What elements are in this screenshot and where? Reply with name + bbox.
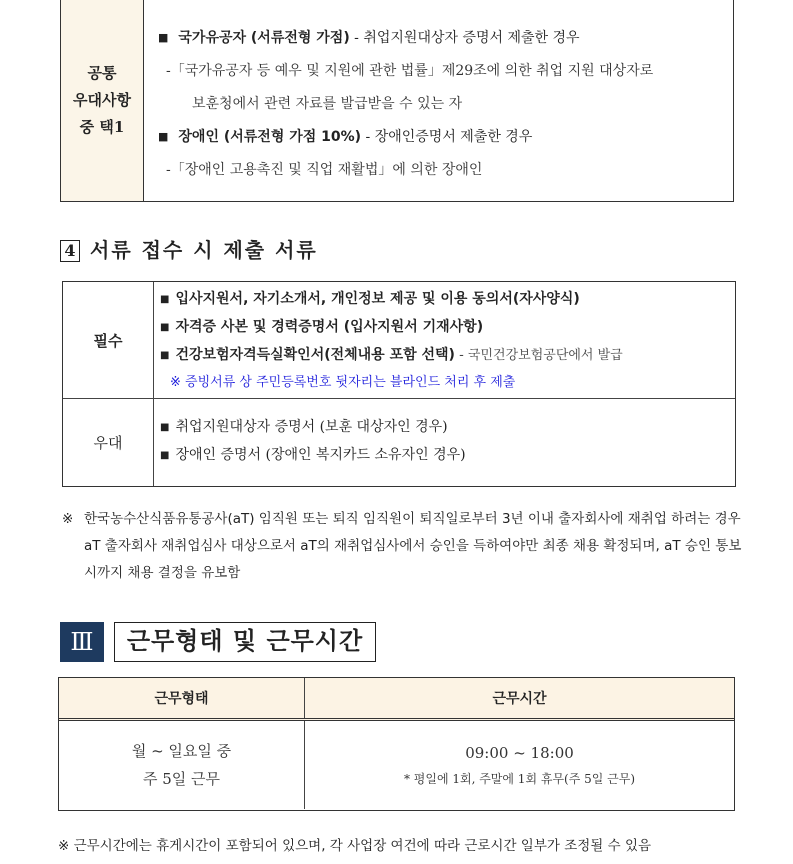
doc-item [160, 441, 735, 469]
reemployment-note-text: 한국농수산식품유통공사(aT) 임직원 또는 퇴직 임직원이 퇴직일로부터 3년 이내 출자회사에 재취업 하려는 경우 aT 출자회사 재취업심사 대상으로서 aT의 재취업심사에서 승인을 득하여야만 최종 채용 확정되며, aT 승인 통보 시까지 채용 결정을 유보함 [84, 511, 742, 581]
square-bullet-icon: ■ [160, 294, 170, 305]
doc-item-text: 자격증 사본 및 경력증명서 (입사지원서 기재사항) [175, 319, 484, 335]
documents-table [62, 281, 736, 487]
preferred-label: 우대 [63, 399, 154, 486]
required-docs-list [154, 282, 735, 398]
square-bullet-icon: ■ [160, 350, 170, 361]
worktime-note: ※ 근무시간에는 휴게시간이 포함되어 있으며, 각 사업장 여건에 따라 근로시간 일부가 조정될 수 있음 [58, 838, 652, 854]
preference-label-cell [61, 0, 144, 201]
preference-subitem: 보훈청에서 관련 자료를 발급받을 수 있는 자 [192, 96, 463, 112]
section-4-heading [60, 234, 318, 263]
preference-label-line: 우대사항 [73, 91, 131, 109]
preference-table [60, 0, 734, 202]
preference-item-title: 국가유공자 (서류전형 가점) [178, 30, 350, 46]
square-bullet-icon: ■ [160, 450, 170, 461]
preference-subitem: -「장애인 고용촉진 및 직업 재활법」에 의한 장애인 [166, 162, 483, 178]
reemployment-note [62, 506, 742, 587]
section-number-box: 4 [60, 240, 80, 262]
doc-item-text: 장애인 증명서 (장애인 복지카드 소유자인 경우) [175, 447, 466, 463]
work-table-header [59, 678, 734, 721]
preference-item-desc: - 취업지원대상자 증명서 제출한 경우 [349, 30, 580, 46]
section-title: 서류 접수 시 제출 서류 [90, 238, 318, 262]
work-type-line: 주 5일 근무 [142, 770, 221, 788]
work-hours-time: 09:00 ~ 18:00 [465, 744, 574, 762]
square-bullet-icon: ■ [158, 130, 169, 143]
header-work-type: 근무형태 [59, 678, 305, 718]
work-type-cell [59, 721, 305, 809]
preference-item-veteran [158, 22, 733, 55]
work-hours-note: * 평일에 1회, 주말에 1회 휴무(주 5일 근무) [403, 772, 636, 786]
required-label: 필수 [63, 282, 154, 398]
masking-note: ※ 증빙서류 상 주민등록번호 뒷자리는 블라인드 처리 후 제출 [170, 375, 516, 390]
work-hours-cell [305, 721, 734, 809]
preferred-docs-list [154, 399, 735, 486]
doc-item-text: 취업지원대상자 증명서 (보훈 대상자인 경우) [175, 419, 448, 435]
square-bullet-icon: ■ [158, 31, 169, 44]
preference-item-desc: - 장애인증명서 제출한 경우 [361, 129, 533, 145]
documents-row-required [63, 282, 735, 399]
doc-item [160, 413, 735, 441]
preference-label-line: 중 택1 [79, 118, 125, 136]
work-schedule-table [58, 677, 735, 811]
square-bullet-icon: ■ [160, 422, 170, 433]
doc-item-issuer: - 국민건강보험공단에서 발급 [454, 348, 623, 363]
doc-item [160, 313, 735, 341]
documents-row-preferred [63, 399, 735, 486]
preference-item-title: 장애인 (서류전형 가점 10%) [178, 129, 362, 145]
work-type-line: 월 ~ 일요일 중 [131, 742, 232, 760]
work-table-row [59, 721, 734, 809]
header-work-hours: 근무시간 [492, 691, 547, 707]
doc-item-text: 건강보험자격득실확인서(전체내용 포함 선택) [175, 347, 455, 363]
preference-label-line: 공통 [87, 64, 117, 82]
section-3-title: 근무형태 및 근무시간 [114, 622, 376, 662]
reference-mark-icon: ※ [62, 511, 74, 527]
square-bullet-icon: ■ [160, 322, 170, 333]
doc-item-text: 입사지원서, 자기소개서, 개인정보 제공 및 이용 동의서(자사양식) [175, 291, 580, 307]
section-3-number: Ⅲ [60, 622, 104, 662]
preference-item-disabled [158, 121, 733, 154]
doc-item [160, 285, 735, 313]
preference-content-cell [144, 0, 733, 201]
preference-subitem: -「국가유공자 등 예우 및 지원에 관한 법률」제29조에 의한 취업 지원 대상자로 [166, 63, 654, 79]
doc-item [160, 341, 735, 369]
